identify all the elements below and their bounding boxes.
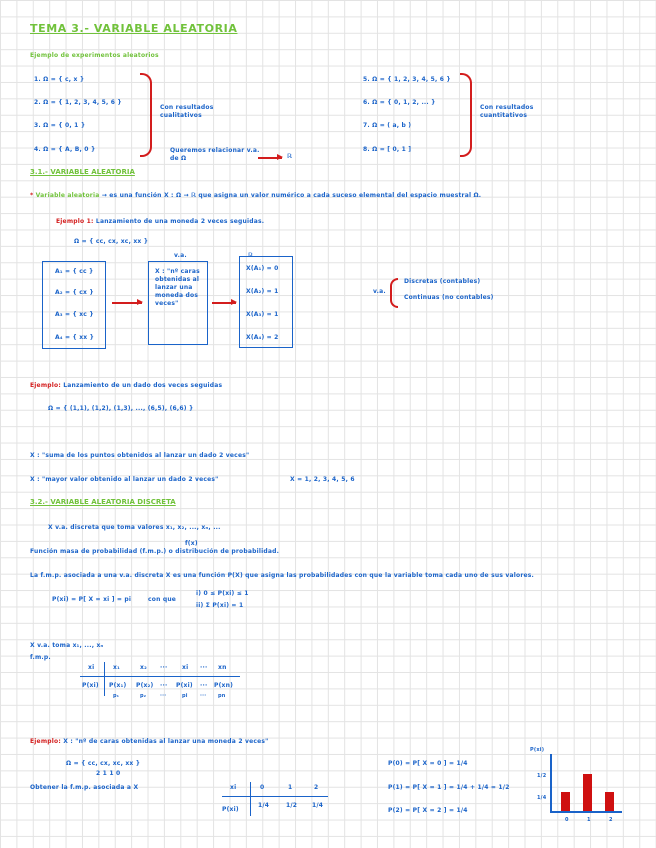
example-2-omega: Ω = { (1,1), (1,2), (1,3), ..., (6,5), (6,6) } <box>48 405 194 412</box>
event-item: A₂ = { cx } <box>55 289 94 296</box>
table-header-cell: x₁ <box>113 664 120 671</box>
fmp-row-cell: 1/4 <box>312 802 324 809</box>
chart-bar <box>561 792 570 811</box>
variable-definition: X : "nº caras obtenidas al lanzar una moneda dos veces" <box>155 268 200 307</box>
x-definition-max: X : "mayor valor obtenido al lanzar un dado 2 veces" <box>30 476 219 483</box>
example-3-values: 2 1 1 0 <box>96 770 121 777</box>
arrow-icon <box>112 302 142 304</box>
example-1-omega: Ω = { cc, cx, xc, xx } <box>74 238 149 245</box>
brace-left <box>140 73 152 157</box>
experiment-item: 8. Ω = [ 0, 1 ] <box>363 146 412 153</box>
table-intro: X v.a. toma x₁, ..., xₙ <box>30 642 104 649</box>
chart-bar <box>605 792 614 811</box>
table-header-cell: ··· <box>200 664 208 671</box>
fmp-row-cell: 1/2 <box>286 802 298 809</box>
chart-ytick: 1/4 <box>537 795 547 801</box>
table-sub-cell: pi <box>182 693 188 699</box>
example-3-omega: Ω = { cc, cx, xc, xx } <box>66 760 141 767</box>
table-sub-cell: ··· <box>160 693 167 699</box>
experiment-item: 1. Ω = { c, x } <box>34 76 85 83</box>
examples-header: Ejemplo de experimentos aleatorios <box>30 52 159 59</box>
prob-line: P(0) = P[ X = 0 ] = 1/4 <box>388 760 468 767</box>
table-row-cell: P(xi) <box>176 682 193 689</box>
x-values: X = 1, 2, 3, 4, 5, 6 <box>290 476 355 483</box>
va-type-continuous: Continuas (no contables) <box>404 294 494 301</box>
r-label: ℝ <box>248 252 254 259</box>
value-item: X(A₃) = 1 <box>246 311 279 318</box>
page-title: TEMA 3.- VARIABLE ALEATORIA <box>30 22 238 35</box>
table-sub-cell: ··· <box>200 693 207 699</box>
table-header-cell: ··· <box>160 664 168 671</box>
example-3: Ejemplo: X : "nº de caras obtenidas al lanzar una moneda 2 veces" <box>30 738 269 745</box>
fmp-header-cell: xi <box>230 784 237 791</box>
box-variable <box>148 261 208 345</box>
fmp-definition: La f.m.p. asociada a una v.a. discreta X es una función P(X) que asigna las probabilidades con que la variable toma cada uno de sus valores. <box>30 572 535 579</box>
table-sub-cell: p₁ <box>113 693 120 699</box>
table-row-cell: ··· <box>200 682 208 689</box>
box-values <box>239 256 293 348</box>
discrete-text: X v.a. discreta que toma valores x₁, x₂, ..., xₙ, ... <box>48 524 221 531</box>
fmp-header-cell: 2 <box>314 784 319 791</box>
fx-note: f(x) <box>185 540 198 547</box>
value-item: X(A₄) = 2 <box>246 334 279 341</box>
section-heading-3-1: 3.1.- VARIABLE ALEATORIA <box>30 168 135 176</box>
arrow-icon <box>212 302 236 304</box>
value-item: X(A₂) = 1 <box>246 288 279 295</box>
table-sub-cell: p₂ <box>140 693 147 699</box>
value-item: X(A₁) = 0 <box>246 265 279 272</box>
table-header-cell: x₂ <box>140 664 147 671</box>
pxi-condition-1: i) 0 ≤ P(xi) ≤ 1 <box>196 590 249 597</box>
box-events <box>42 261 106 349</box>
example-2: Ejemplo: Lanzamiento de un dado dos veces seguidas <box>30 382 223 389</box>
pxi-condition-2: ii) Σ P(xi) = 1 <box>196 602 244 609</box>
va-types-label: v.a. <box>373 288 386 295</box>
experiment-item: 2. Ω = { 1, 2, 3, 4, 5, 6 } <box>34 99 122 106</box>
table-header-cell: xi <box>88 664 95 671</box>
experiment-item: 4. Ω = { A, B, 0 } <box>34 146 96 153</box>
r-target: ℝ <box>287 153 293 160</box>
fmp-row-cell: P(xi) <box>222 806 239 813</box>
event-item: A₄ = { xx } <box>55 334 95 341</box>
fmp-header-cell: 0 <box>260 784 265 791</box>
arrow-icon <box>258 157 282 159</box>
chart-ytick: 1/2 <box>537 773 547 779</box>
experiment-item: 6. Ω = { 0, 1, 2, ... } <box>363 99 436 106</box>
prob-line: P(2) = P[ X = 2 ] = 1/4 <box>388 807 468 814</box>
table-row-cell: P(xn) <box>214 682 234 689</box>
event-item: A₁ = { cc } <box>55 268 94 275</box>
fmp-hline <box>222 796 328 797</box>
fmp-row-cell: 1/4 <box>258 802 270 809</box>
chart-xtick: 0 <box>565 817 569 823</box>
brace-right-label: Con resultados cuantitativos <box>480 104 534 119</box>
chart-xtick: 2 <box>609 817 613 823</box>
va-label: v.a. <box>174 252 187 259</box>
experiment-item: 3. Ω = { 0, 1 } <box>34 122 86 129</box>
definition: * Variable aleatoria → es una función X : Ω → ℝ que asigna un valor numérico a cada suceso elemental del espacio muestral Ω. <box>30 192 482 199</box>
table-row-cell: ··· <box>160 682 168 689</box>
brace-types <box>390 278 398 308</box>
table-row-cell: P(x₂) <box>136 682 154 689</box>
chart-x-axis <box>550 811 622 813</box>
brace-left-label: Con resultados cualitativos <box>160 104 214 119</box>
event-item: A₃ = { xc } <box>55 311 94 318</box>
experiment-item: 7. Ω = ( a, b ) <box>363 122 412 129</box>
chart-xtick: 1 <box>587 817 591 823</box>
table-sub-cell: pn <box>218 693 226 699</box>
chart-y-axis <box>550 754 552 812</box>
experiment-item: 5. Ω = { 1, 2, 3, 4, 5, 6 } <box>363 76 451 83</box>
pxi-formula: P(xi) = P[ X = xi ] = pi <box>52 596 132 603</box>
table-row-cell: P(x₁) <box>109 682 127 689</box>
brace-right <box>460 73 472 157</box>
x-definition-sum: X : "suma de los puntos obtenidos al lanzar un dado 2 veces" <box>30 452 250 459</box>
fmp-vline <box>250 782 251 816</box>
pxi-condition: con que <box>148 596 177 603</box>
section-heading-3-2: 3.2.- VARIABLE ALEATORIA DISCRETA <box>30 498 176 506</box>
chart-bar <box>583 774 592 811</box>
example-1: Ejemplo 1: Lanzamiento de una moneda 2 veces seguidas. <box>56 218 265 225</box>
brace-left-note: Queremos relacionar v.a. de Ω <box>170 147 260 162</box>
table-row-cell: P(xi) <box>82 682 99 689</box>
table-header-cell: xi <box>182 664 189 671</box>
fmp-header-cell: 1 <box>288 784 293 791</box>
prob-line: P(1) = P[ X = 1 ] = 1/4 + 1/4 = 1/2 <box>388 784 510 791</box>
table-intro-2: f.m.p. <box>30 654 51 661</box>
example-3-task: Obtener la f.m.p. asociada a X <box>30 784 139 791</box>
prob-function: Función masa de probabilidad (f.m.p.) o distribución de probabilidad. <box>30 548 280 555</box>
table-vline <box>104 662 105 696</box>
table-header-cell: xn <box>218 664 227 671</box>
va-type-discrete: Discretas (contables) <box>404 278 481 285</box>
chart-ylabel: P(xi) <box>530 747 545 753</box>
